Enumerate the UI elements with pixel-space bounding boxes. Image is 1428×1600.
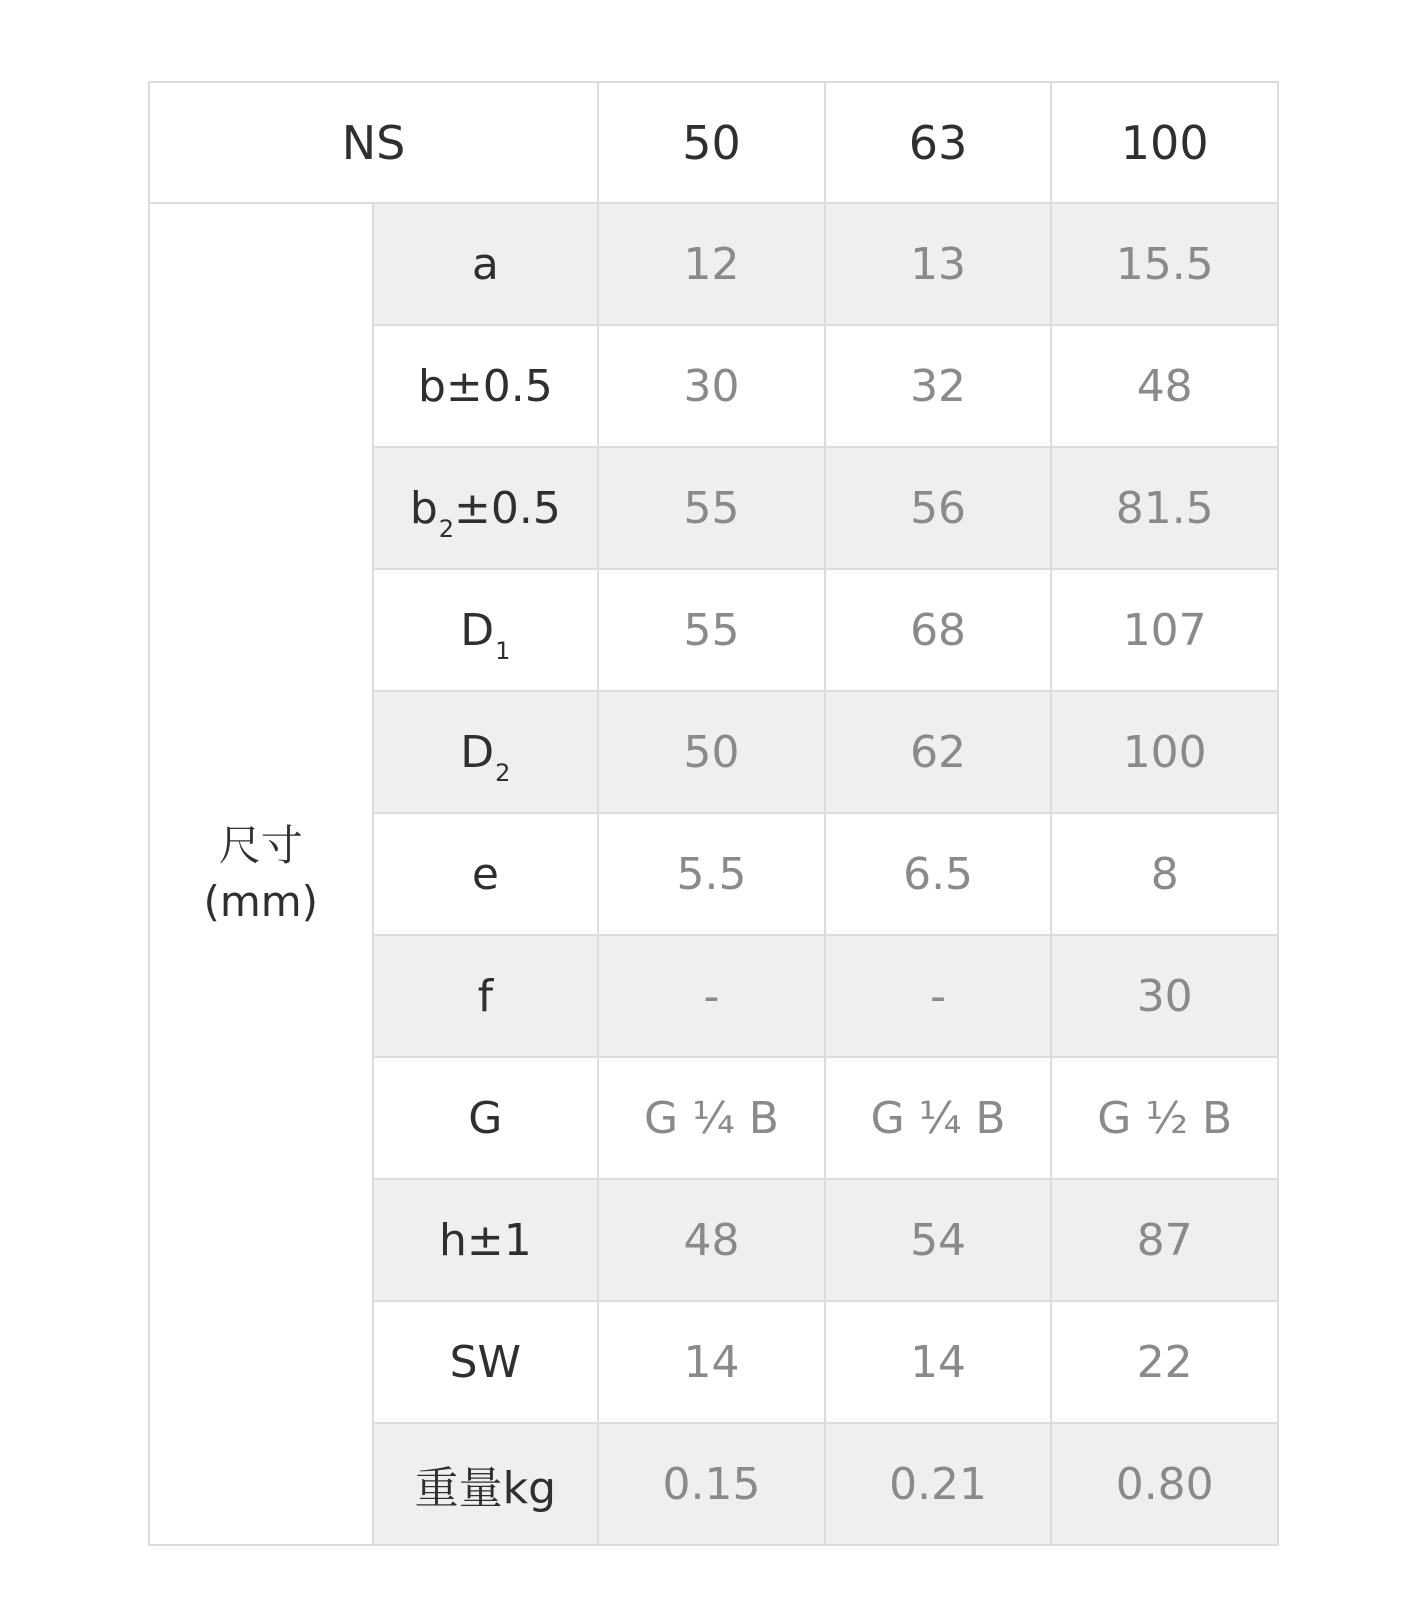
value-cell: 56 — [825, 447, 1052, 569]
param-label: SW — [373, 1301, 599, 1423]
value-cell: 12 — [598, 203, 825, 325]
value-cell: 6.5 — [825, 813, 1052, 935]
header-col-50: 50 — [598, 82, 825, 203]
value-cell: 81.5 — [1051, 447, 1278, 569]
param-label: G — [373, 1057, 599, 1179]
value-cell: G ¼ B — [825, 1057, 1052, 1179]
value-cell: 100 — [1051, 691, 1278, 813]
value-cell: 0.21 — [825, 1423, 1052, 1545]
dimension-group-label — [149, 203, 373, 1545]
value-cell: 30 — [598, 325, 825, 447]
param-label: $D_2$ — [373, 691, 599, 813]
value-cell: - — [825, 935, 1052, 1057]
group-label-line1: 尺寸 — [218, 821, 303, 870]
value-cell: 0.15 — [598, 1423, 825, 1545]
value-cell: 32 — [825, 325, 1052, 447]
value-cell: 30 — [1051, 935, 1278, 1057]
param-label: h±1 — [373, 1179, 599, 1301]
value-cell: 62 — [825, 691, 1052, 813]
value-cell: 48 — [598, 1179, 825, 1301]
value-cell: 48 — [1051, 325, 1278, 447]
value-cell: 50 — [598, 691, 825, 813]
header-row — [149, 82, 1278, 203]
param-label: f — [373, 935, 599, 1057]
param-label: e — [373, 813, 599, 935]
value-cell: 14 — [825, 1301, 1052, 1423]
header-ns-label: NS — [149, 82, 598, 203]
value-cell: 0.80 — [1051, 1423, 1278, 1545]
value-cell: G ¼ B — [598, 1057, 825, 1179]
value-cell: 14 — [598, 1301, 825, 1423]
group-label-line2: (mm) — [203, 877, 319, 926]
value-cell: 55 — [598, 569, 825, 691]
header-col-63: 63 — [825, 82, 1052, 203]
value-cell: 87 — [1051, 1179, 1278, 1301]
param-label: $D_1$ — [373, 569, 599, 691]
table-row — [149, 203, 1278, 325]
value-cell: 107 — [1051, 569, 1278, 691]
value-cell: 68 — [825, 569, 1052, 691]
param-label: 重量kg — [373, 1423, 599, 1545]
value-cell: 54 — [825, 1179, 1052, 1301]
value-cell: - — [598, 935, 825, 1057]
value-cell: 22 — [1051, 1301, 1278, 1423]
value-cell: 15.5 — [1051, 203, 1278, 325]
spec-table — [148, 81, 1279, 1546]
value-cell: 13 — [825, 203, 1052, 325]
value-cell: 55 — [598, 447, 825, 569]
param-label: $b_2\pm 0.5$ — [373, 447, 599, 569]
value-cell: 5.5 — [598, 813, 825, 935]
param-label: a — [373, 203, 599, 325]
value-cell: G ½ B — [1051, 1057, 1278, 1179]
value-cell: 8 — [1051, 813, 1278, 935]
param-label: b±0.5 — [373, 325, 599, 447]
header-col-100: 100 — [1051, 82, 1278, 203]
